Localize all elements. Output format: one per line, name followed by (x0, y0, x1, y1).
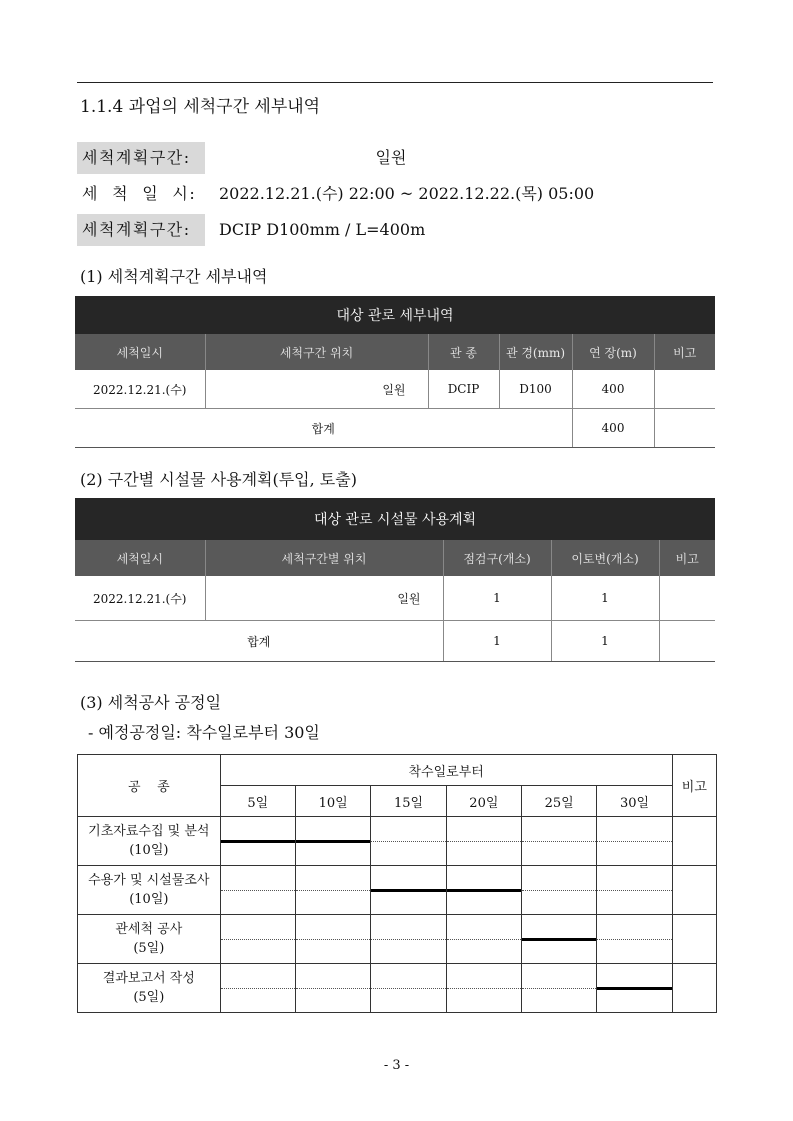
schedule-cell (446, 964, 521, 1013)
schedule-bar (447, 889, 521, 892)
schedule-cell (522, 866, 597, 915)
schedule-cell (446, 915, 521, 964)
cell-inspection: 1 (443, 576, 551, 621)
schedule-row (78, 964, 717, 1013)
cell-date: 2022.12.21.(수) (75, 370, 205, 409)
schedule-cell (296, 915, 371, 964)
info-label: 세척계획구간: (77, 142, 205, 174)
section3-heading: (3) 세척공사 공정일 (80, 693, 222, 712)
schedule-dotted-line (447, 988, 521, 989)
schedule-dotted-line (371, 841, 445, 842)
schedule-cell (522, 817, 597, 866)
task-duration: (10일) (129, 892, 169, 907)
column-header: 이토변(개소) (551, 540, 659, 576)
header-note: 비고 (672, 755, 716, 817)
schedule-dotted-line (597, 939, 671, 940)
schedule-dotted-line (296, 890, 370, 891)
header-task: 공 종 (78, 755, 221, 817)
pipe-detail-table (75, 296, 715, 448)
schedule-dotted-line (522, 890, 596, 891)
table-title: 대상 관로 세부내역 (75, 296, 715, 334)
total-note (654, 409, 715, 448)
task-name-cell (78, 866, 221, 915)
schedule-cell (446, 817, 521, 866)
schedule-cell (220, 817, 295, 866)
info-value: 일원 (375, 148, 407, 167)
schedule-dotted-line (597, 841, 671, 842)
schedule-dotted-line (296, 988, 370, 989)
schedule-note-cell (672, 964, 716, 1013)
task-duration: (5일) (133, 990, 165, 1005)
day-header: 25일 (522, 786, 597, 817)
total-length: 400 (572, 409, 654, 448)
schedule-cell (371, 817, 446, 866)
task-name-cell (78, 817, 221, 866)
column-header: 점검구(개소) (443, 540, 551, 576)
total-label: 합계 (75, 621, 443, 662)
schedule-dotted-line (447, 841, 521, 842)
section1-heading: (1) 세척계획구간 세부내역 (80, 267, 268, 286)
task-name: 수용가 및 시설물조사 (88, 873, 210, 888)
info-row-date (77, 178, 713, 210)
schedule-cell (597, 915, 672, 964)
total-inspection: 1 (443, 621, 551, 662)
info-row-area (77, 142, 713, 174)
schedule-row (78, 915, 717, 964)
day-header: 5일 (220, 786, 295, 817)
schedule-dotted-line (522, 841, 596, 842)
day-header: 30일 (597, 786, 672, 817)
info-label: 세 척 일 시: (82, 184, 197, 203)
task-name: 결과보고서 작성 (102, 971, 195, 986)
schedule-cell (296, 964, 371, 1013)
schedule-cell (371, 964, 446, 1013)
schedule-cell (296, 817, 371, 866)
schedule-cell (597, 817, 672, 866)
schedule-row (78, 817, 717, 866)
schedule-cell (220, 866, 295, 915)
task-duration: (10일) (129, 843, 169, 858)
column-header: 세척일시 (75, 334, 205, 370)
schedule-bar (296, 840, 370, 843)
schedule-cell (446, 866, 521, 915)
page-number: - 3 - (383, 1058, 410, 1073)
info-row-pipe (77, 214, 713, 246)
schedule-note-cell (672, 866, 716, 915)
schedule-cell (522, 915, 597, 964)
cell-note (654, 370, 715, 409)
schedule-cell (371, 915, 446, 964)
total-label: 합계 (75, 409, 572, 448)
info-value: DCIP D100mm / L=400m (219, 220, 426, 239)
schedule-dotted-line (371, 939, 445, 940)
day-header: 15일 (371, 786, 446, 817)
total-drain-valve: 1 (551, 621, 659, 662)
cell-location: 일원 (205, 370, 428, 409)
task-name: 관세척 공사 (115, 922, 183, 937)
cell-pipe-type: DCIP (428, 370, 499, 409)
table-row (75, 370, 715, 409)
total-row (75, 409, 715, 448)
schedule-dotted-line (447, 939, 521, 940)
table-row (75, 576, 715, 621)
schedule-cell (296, 866, 371, 915)
header-period: 착수일로부터 (220, 755, 672, 786)
section2-heading: (2) 구간별 시설물 사용계획(투입, 토출) (80, 470, 357, 489)
column-header: 관 경(mm) (499, 334, 572, 370)
column-header: 세척일시 (75, 540, 205, 576)
schedule-note-cell (672, 817, 716, 866)
total-note (659, 621, 715, 662)
schedule-dotted-line (221, 939, 295, 940)
task-duration: (5일) (133, 941, 165, 956)
schedule-dotted-line (597, 890, 671, 891)
day-header: 10일 (296, 786, 371, 817)
section-title: 1.1.4 과업의 세척구간 세부내역 (80, 97, 321, 117)
schedule-dotted-line (221, 890, 295, 891)
task-name-cell (78, 915, 221, 964)
schedule-cell (597, 866, 672, 915)
schedule-cell (371, 866, 446, 915)
day-header: 20일 (446, 786, 521, 817)
column-header: 관 종 (428, 334, 499, 370)
schedule-row (78, 866, 717, 915)
column-header: 비고 (654, 334, 715, 370)
schedule-bar (597, 987, 671, 990)
cell-date: 2022.12.21.(수) (75, 576, 205, 621)
schedule-cell (220, 915, 295, 964)
schedule-cell (597, 964, 672, 1013)
schedule-table (77, 754, 717, 1013)
column-header: 세척구간별 위치 (205, 540, 443, 576)
section3-subheading: - 예정공정일: 착수일로부터 30일 (88, 723, 320, 742)
cell-drain-valve: 1 (551, 576, 659, 621)
top-rule (77, 82, 713, 83)
column-header: 비고 (659, 540, 715, 576)
schedule-bar (522, 938, 596, 941)
info-value: 2022.12.21.(수) 22:00 ~ 2022.12.22.(목) 05:00 (219, 184, 595, 203)
column-header: 세척구간 위치 (205, 334, 428, 370)
schedule-cell (522, 964, 597, 1013)
schedule-cell (220, 964, 295, 1013)
cell-length: 400 (572, 370, 654, 409)
schedule-bar (371, 889, 445, 892)
cell-note (659, 576, 715, 621)
schedule-dotted-line (522, 988, 596, 989)
schedule-note-cell (672, 915, 716, 964)
task-name-cell (78, 964, 221, 1013)
total-row (75, 621, 715, 662)
schedule-dotted-line (221, 988, 295, 989)
info-label: 세척계획구간: (77, 214, 205, 246)
schedule-dotted-line (296, 939, 370, 940)
task-name: 기초자료수집 및 분석 (88, 824, 210, 839)
cell-diameter: D100 (499, 370, 572, 409)
schedule-bar (221, 840, 295, 843)
column-header: 연 장(m) (572, 334, 654, 370)
facility-plan-table (75, 498, 715, 662)
cell-location: 일원 (205, 576, 443, 621)
table-title: 대상 관로 시설물 사용계획 (75, 498, 715, 540)
schedule-dotted-line (371, 988, 445, 989)
